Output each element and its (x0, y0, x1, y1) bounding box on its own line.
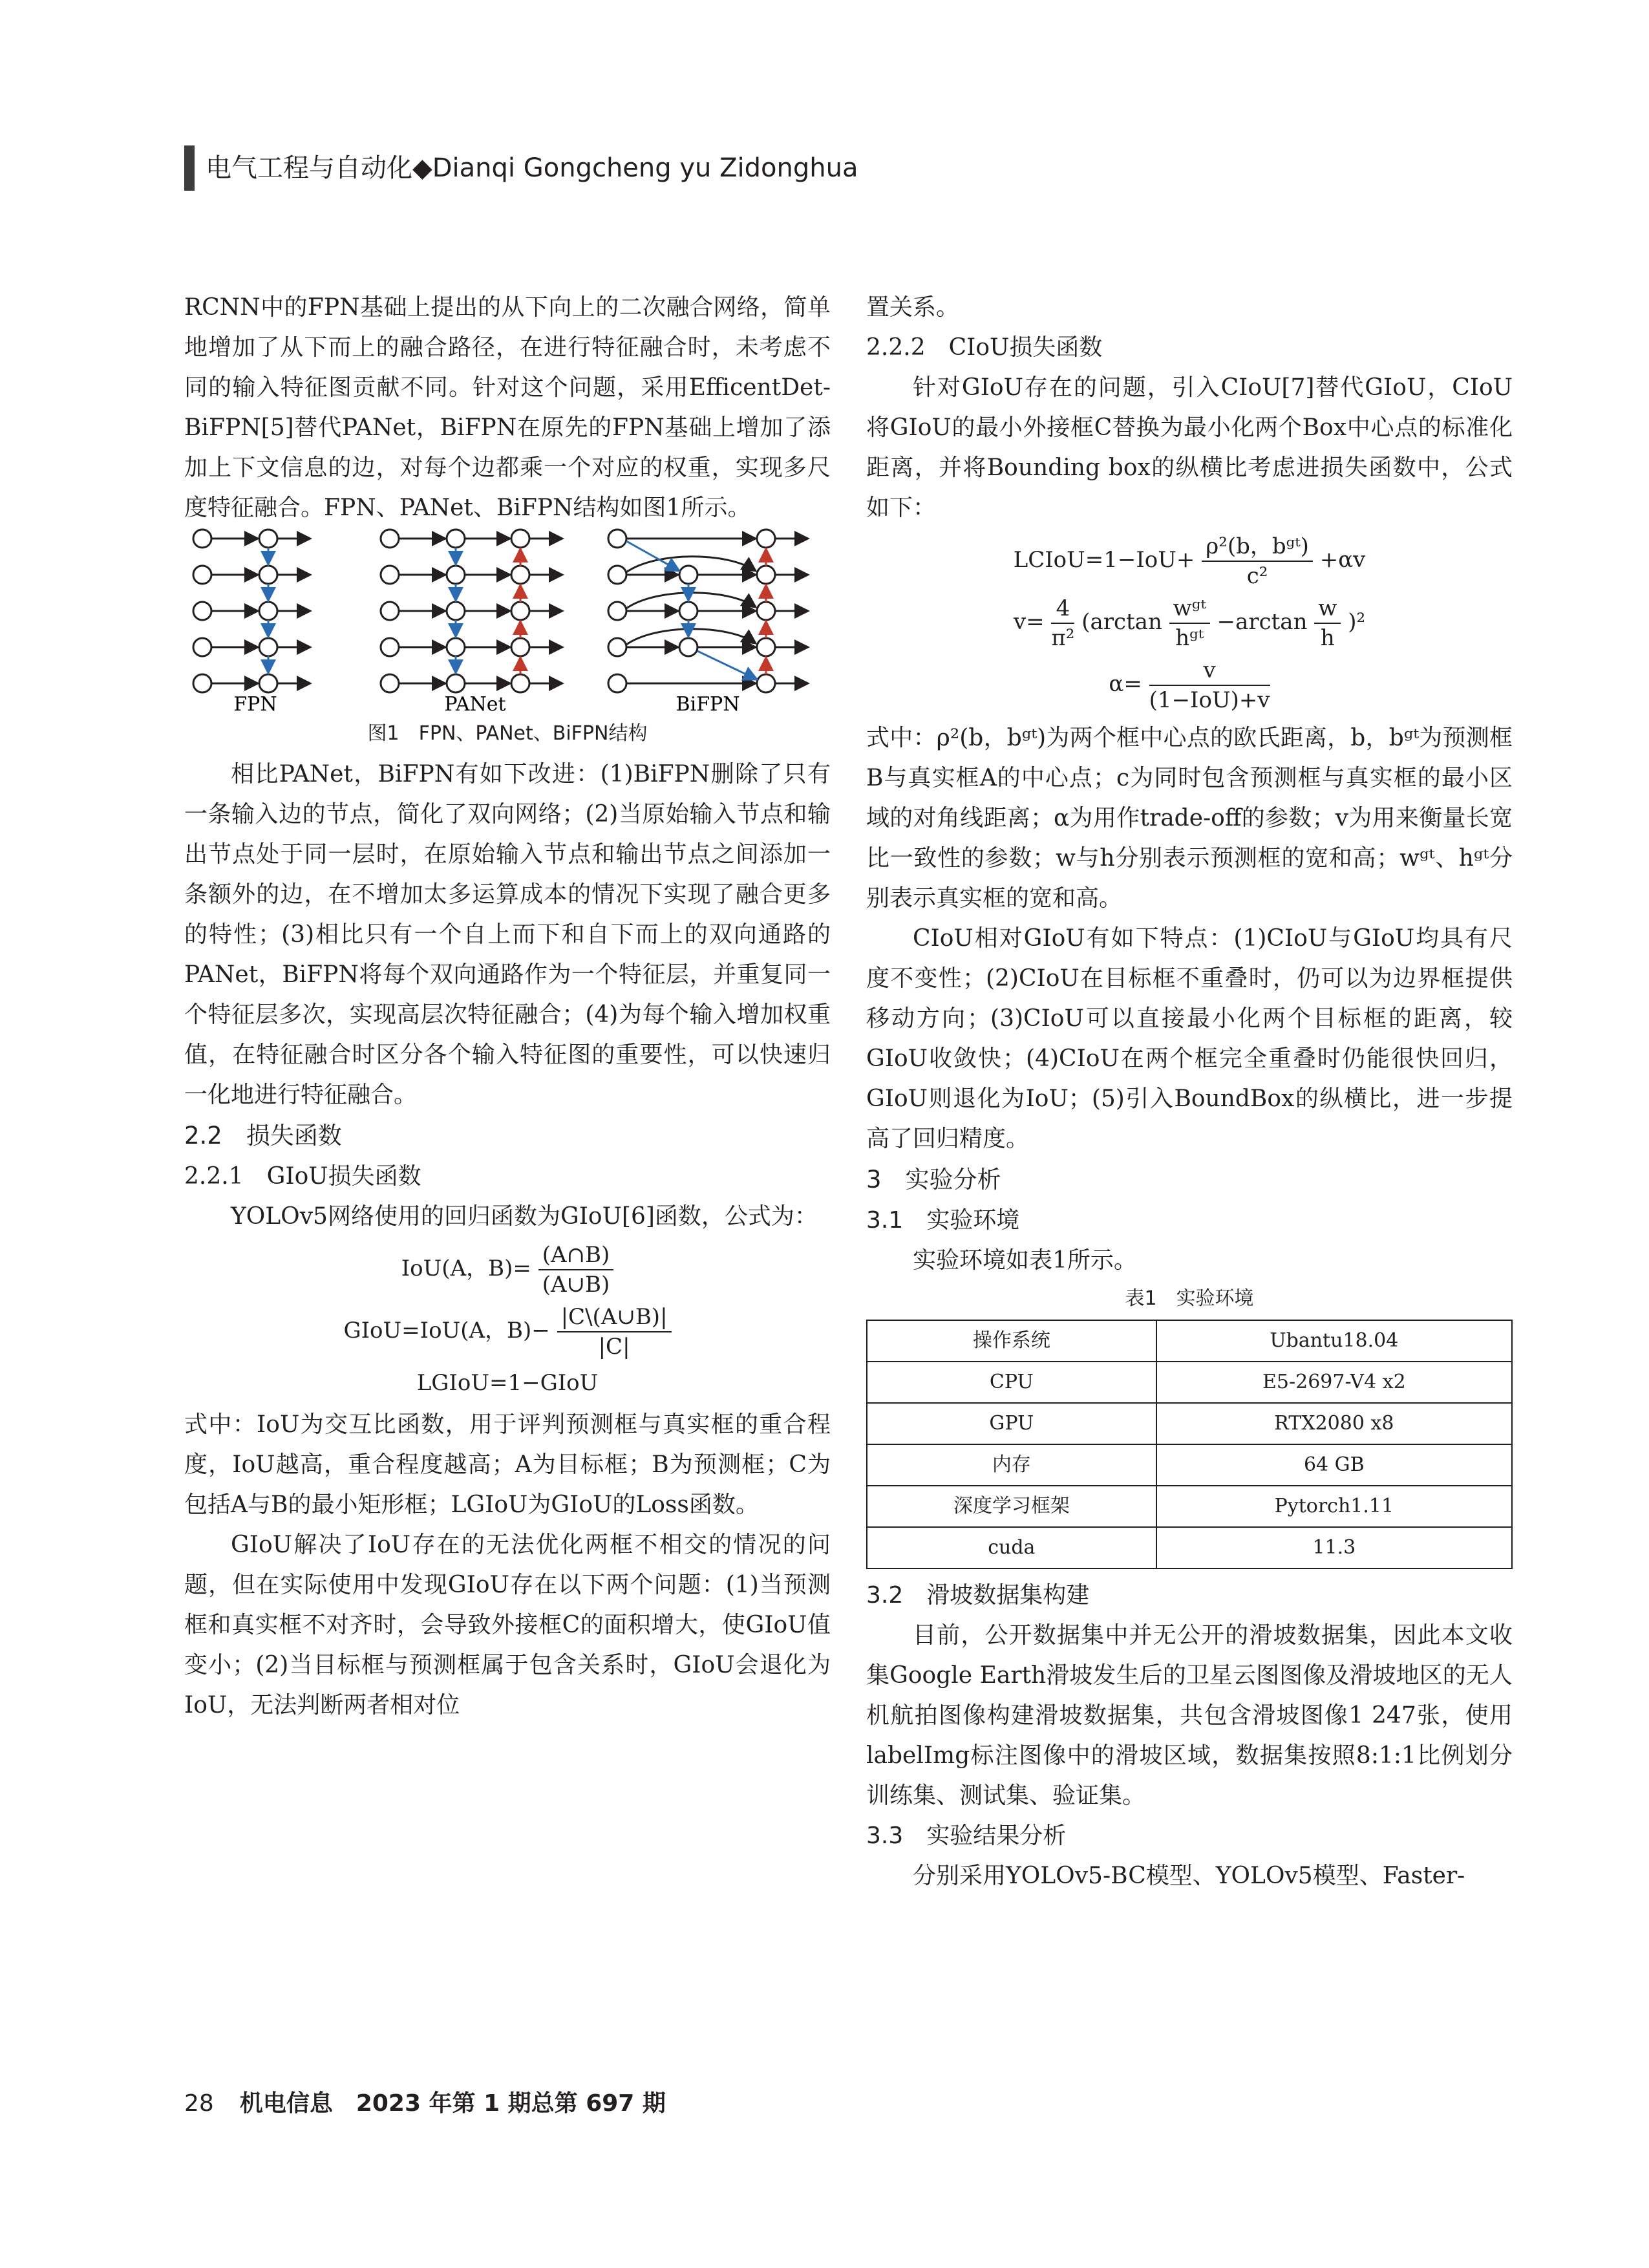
node-circle (511, 530, 529, 548)
denominator: (1−IoU)+v (1149, 687, 1270, 713)
table-cell: 深度学习框架 (867, 1486, 1156, 1527)
equation-lgiou: LGIoU=1−GIoU (416, 1370, 599, 1396)
table-cell: 内存 (867, 1444, 1156, 1486)
page-footer (184, 2085, 666, 2118)
table-cell: 64 GB (1156, 1444, 1512, 1486)
node-circle (757, 530, 775, 548)
subsection-heading: 2.2.1 GIoU损失函数 (184, 1163, 421, 1190)
node-circle (447, 638, 465, 656)
table-cell: E5-2697-V4 x2 (1156, 1362, 1512, 1403)
node-circle (381, 638, 399, 656)
paragraph: 分别采用YOLOv5-BC模型、YOLOv5模型、Faster- (913, 1863, 1465, 1889)
table-cell: CPU (867, 1362, 1156, 1403)
node-circle (679, 638, 697, 656)
node-circle (608, 674, 626, 692)
node-circle (381, 566, 399, 584)
node-circle (447, 674, 465, 692)
table-row (867, 1527, 1512, 1568)
equation-alpha (866, 656, 1513, 714)
equation-rhs: )² (1348, 609, 1366, 635)
paragraph: 实验环境如表1所示。 (913, 1247, 1137, 1274)
table-cell: 11.3 (1156, 1527, 1512, 1568)
figure-1-diagram (184, 528, 831, 716)
paragraph: 式中：ρ²(b，bᵍᵗ)为两个框中心点的欧氏距离，b，bᵍᵗ为预测框B与真实框A的中心点；c为同时包含预测框与真实框的最小区域的对角线距离；α为用作trade-off的参数；v为用来衡量长宽比一致性的参数；w与h分别表示预测框的宽和高；wᵍᵗ、hᵍᵗ分别表示真实框的宽和高。 (866, 725, 1513, 912)
node-circle (193, 638, 211, 656)
paragraph: GIoU解决了IoU存在的无法优化两框不相交的情况的问题，但在实际使用中发现GIoU存在以下两个问题：(1)当预测框和真实框不对齐时，会导致外接框C的面积增大，使GIoU值变小；(2)当目标框与预测框属于包含关系时，GIoU会退化为IoU，无法判断两者相对位 (184, 1532, 831, 1718)
table-row (867, 1444, 1512, 1486)
equation-lhs: IoU(A，B)= (401, 1256, 531, 1281)
down-arrow (626, 541, 679, 571)
node-circle (381, 602, 399, 620)
section-heading: 2.2 损失函数 (184, 1122, 342, 1150)
journal-issue: 机电信息 2023 年第 1 期总第 697 期 (239, 2090, 666, 2117)
fraction (1202, 532, 1313, 590)
denominator: c² (1246, 563, 1268, 589)
header-bar (184, 145, 195, 191)
fraction (1051, 594, 1074, 652)
node-circle (193, 674, 211, 692)
environment-table (866, 1320, 1513, 1569)
node-circle (259, 638, 277, 656)
node-circle (447, 602, 465, 620)
node-circle (511, 638, 529, 656)
table-cell: cuda (867, 1527, 1156, 1568)
node-circle (679, 566, 697, 584)
numerator: wᵍᵗ (1169, 594, 1210, 624)
numerator: v (1149, 656, 1270, 686)
node-circle (608, 638, 626, 656)
paragraph: YOLOv5网络使用的回归函数为GIoU[6]函数，公式为： (231, 1203, 818, 1230)
denominator: π² (1051, 625, 1075, 651)
paragraph: CIoU相对GIoU有如下特点：(1)CIoU与GIoU均具有尺度不变性；(2)CIoU在目标框不重叠时，仍可以为边界框提供移动方向；(3)CIoU可以直接最小化两个目标框的距离，较GIoU收敛快；(4)CIoU在两个框完全重叠时仍能很快回归，GIoU则退化为IoU；(5)引入BoundBox的纵横比，进一步提高了回归精度。 (866, 925, 1513, 1152)
table-row (867, 1320, 1512, 1362)
node-circle (757, 638, 775, 656)
section-heading: 3 实验分析 (866, 1166, 1001, 1193)
node-circle (608, 530, 626, 548)
node-circle (447, 566, 465, 584)
bifpn-label: BiFPN (676, 693, 740, 716)
paragraph: 目前，公开数据集中并无公开的滑坡数据集，因此本文收集Google Earth滑坡发生后的卫星云图图像及滑坡地区的无人机航拍图像构建滑坡数据集，共包含滑坡图像1 247张，使用labelImg标注图像中的滑坡区域，数据集按照8:1:1比例划分训练集、测试集、验证集。 (866, 1622, 1513, 1809)
equation-lciou (866, 532, 1513, 590)
left-column (184, 288, 831, 1726)
paragraph: 置关系。 (866, 294, 960, 321)
equation-lhs: α= (1109, 671, 1142, 697)
node-circle (259, 530, 277, 548)
down-arrow (697, 651, 757, 679)
node-circle (608, 566, 626, 584)
running-header: 电气工程与自动化◆Dianqi Gongcheng yu Zidonghua (206, 153, 858, 183)
node-circle (511, 602, 529, 620)
fraction (1314, 594, 1341, 652)
table-row (867, 1486, 1512, 1527)
node-circle (447, 530, 465, 548)
node-circle (381, 674, 399, 692)
table-cell: GPU (867, 1403, 1156, 1444)
node-circle (757, 602, 775, 620)
equation-rhs: +αv (1319, 547, 1366, 573)
numerator: ρ²(b，bᵍᵗ) (1202, 532, 1313, 562)
node-circle (259, 566, 277, 584)
table-cell: Ubantu18.04 (1156, 1320, 1512, 1362)
equation-v (866, 594, 1513, 652)
bifpn-diagram (608, 530, 808, 692)
node-circle (608, 602, 626, 620)
figure-1-caption: 图1 FPN、PANet、BiFPN结构 (367, 722, 648, 745)
equation-lhs: GIoU=IoU(A，B)− (343, 1318, 550, 1343)
node-circle (193, 602, 211, 620)
fpn-diagram (193, 530, 310, 692)
numerator: 4 (1051, 594, 1074, 624)
denominator: hᵍᵗ (1175, 625, 1204, 651)
table-cell: RTX2080 x8 (1156, 1403, 1512, 1444)
equation-term: (arctan (1081, 609, 1162, 635)
node-circle (757, 674, 775, 692)
fraction (1169, 594, 1210, 652)
fraction (538, 1241, 614, 1299)
page-number: 28 (184, 2090, 214, 2117)
node-circle (679, 602, 697, 620)
table-cell: 操作系统 (867, 1320, 1156, 1362)
node-circle (511, 566, 529, 584)
equation-giou (184, 1303, 831, 1361)
numerator: |C\(A∪B)| (557, 1303, 672, 1332)
fpn-label: FPN (233, 693, 277, 716)
panet-diagram (381, 530, 562, 692)
fraction (1149, 656, 1270, 714)
right-column (866, 288, 1513, 1896)
table-row (867, 1362, 1512, 1403)
table-1-caption: 表1 实验环境 (1125, 1287, 1254, 1310)
node-circle (193, 530, 211, 548)
node-circle (259, 602, 277, 620)
paragraph: 相比PANet，BiFPN有如下改进：(1)BiFPN删除了只有一条输入边的节点，简化了双向网络；(2)当原始输入节点和输出节点处于同一层时，在原始输入节点和输出节点之间添加一条额外的边，在不增加太多运算成本的情况下实现了融合更多的特性；(3)相比只有一个自上而下和自下而上的双向通路的PANet，BiFPN将每个双向通路作为一个特征层，并重复同一个特征层多次，实现高层次特征融合；(4)为每个输入增加权重值，在特征融合时区分各个输入特征图的重要性，可以快速归一化地进行特征融合。 (184, 761, 831, 1108)
node-circle (381, 530, 399, 548)
node-circle (757, 566, 775, 584)
panet-label: PANet (444, 693, 506, 716)
denominator: |C| (598, 1334, 630, 1360)
equation-term: −arctan (1217, 609, 1308, 635)
node-circle (193, 566, 211, 584)
paragraph: 针对GIoU存在的问题，引入CIoU[7]替代GIoU，CIoU将GIoU的最小外接框C替换为最小化两个Box中心点的标准化距离，并将Bounding box的纵横比考虑进损失函数中，公式如下： (866, 374, 1513, 521)
section-heading: 3.1 实验环境 (866, 1207, 1020, 1234)
numerator: w (1314, 594, 1341, 624)
paragraph: 式中：IoU为交互比函数，用于评判预测框与真实框的重合程度，IoU越高，重合程度越高；A为目标框；B为预测框；C为包括A与B的最小矩形框；LGIoU为GIoU的Loss函数。 (184, 1411, 831, 1518)
node-circle (259, 674, 277, 692)
equation-iou (184, 1241, 831, 1299)
section-heading: 3.3 实验结果分析 (866, 1823, 1067, 1849)
table-row (867, 1403, 1512, 1444)
node-circle (511, 674, 529, 692)
equation-lhs: LCIoU=1−IoU+ (1013, 547, 1195, 573)
numerator: (A∩B) (538, 1241, 614, 1270)
denominator: h (1320, 625, 1335, 651)
subsection-heading: 2.2.2 CIoU损失函数 (866, 334, 1103, 361)
denominator: (A∪B) (542, 1272, 610, 1298)
section-heading: 3.2 滑坡数据集构建 (866, 1582, 1090, 1609)
equation-lhs: v= (1013, 609, 1045, 635)
table-cell: Pytorch1.11 (1156, 1486, 1512, 1527)
paragraph: RCNN中的FPN基础上提出的从下向上的二次融合网络，简单地增加了从下而上的融合路径，在进行特征融合时，未考虑不同的输入特征图贡献不同。针对这个问题，采用EfficentDet-BiFPN[5]替代PANet，BiFPN在原先的FPN基础上增加了添加上下文信息的边，对每个边都乘一个对应的权重，实现多尺度特征融合。FPN、PANet、BiFPN结构如图1所示。 (184, 294, 831, 521)
fraction (557, 1303, 672, 1361)
